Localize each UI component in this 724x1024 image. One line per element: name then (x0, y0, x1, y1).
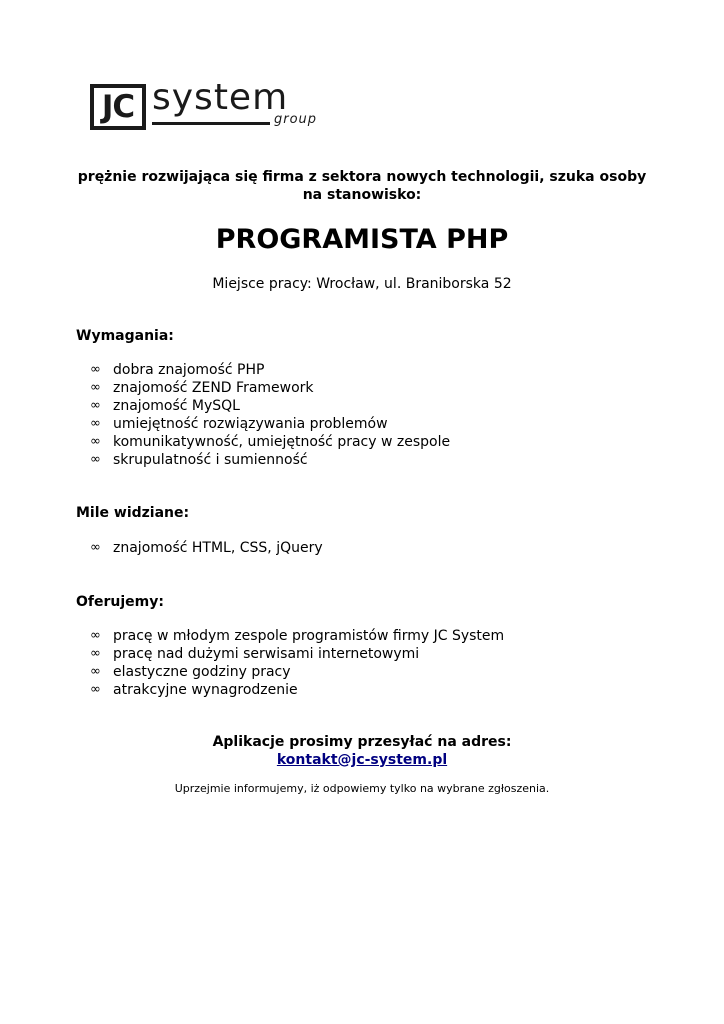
list-item (90, 397, 450, 415)
list-item-text: dobra znajomość PHP (113, 362, 265, 378)
list-item-text: pracę w młodym zespole programistów firmy JC System (113, 628, 505, 644)
list-item (90, 361, 450, 379)
nice-to-have-heading: Mile widziane: (76, 505, 190, 521)
list-item (90, 627, 504, 645)
list-item (90, 415, 450, 433)
list-item-text: skrupulatność i sumienność (113, 452, 308, 468)
list-item-text: atrakcyjne wynagrodzenie (113, 682, 298, 698)
list-item-text: umiejętność rozwiązywania problemów (113, 416, 388, 432)
response-note: Uprzejmie informujemy, iż odpowiemy tylko na wybrane zgłoszenia. (174, 782, 550, 795)
list-item (90, 451, 450, 469)
infinity-bullet-icon: ∞ (90, 664, 101, 679)
logo-tagline: group (274, 112, 318, 127)
job-title: PROGRAMISTA PHP (215, 224, 509, 255)
list-item (90, 681, 504, 699)
contact-email (0, 751, 724, 769)
infinity-bullet-icon: ∞ (90, 540, 101, 555)
infinity-bullet-icon: ∞ (90, 452, 101, 467)
infinity-bullet-icon: ∞ (90, 434, 101, 449)
logo-underline (152, 122, 270, 125)
infinity-bullet-icon: ∞ (90, 682, 101, 697)
infinity-bullet-icon: ∞ (90, 416, 101, 431)
offer-heading: Oferujemy: (76, 594, 164, 610)
list-item-text: znajomość MySQL (113, 398, 240, 414)
nice-to-have-list (90, 539, 323, 557)
intro-text: prężnie rozwijająca się firma z sektora nowych technologii, szuka osoby na stanowisko: (77, 169, 647, 203)
list-item (90, 539, 323, 557)
list-item (90, 379, 450, 397)
list-item-text: pracę nad dużymi serwisami internetowymi (113, 646, 420, 662)
infinity-bullet-icon: ∞ (90, 362, 101, 377)
infinity-bullet-icon: ∞ (90, 380, 101, 395)
infinity-bullet-icon: ∞ (90, 646, 101, 661)
list-item (90, 433, 450, 451)
list-item-text: znajomość HTML, CSS, jQuery (113, 540, 323, 556)
list-item-text: elastyczne godziny pracy (113, 664, 291, 680)
apply-instructions: Aplikacje prosimy przesyłać na adres: (212, 734, 512, 750)
requirements-list (90, 361, 450, 469)
work-location: Miejsce pracy: Wrocław, ul. Braniborska 52 (212, 276, 512, 292)
list-item (90, 645, 504, 663)
infinity-bullet-icon: ∞ (90, 628, 101, 643)
infinity-bullet-icon: ∞ (90, 398, 101, 413)
company-logo (90, 77, 320, 134)
logo-wordmark: system (152, 77, 289, 118)
offer-list (90, 627, 504, 699)
contact-email-link[interactable]: kontakt@jc-system.pl (276, 752, 448, 768)
list-item-text: komunikatywność, umiejętność pracy w zespole (113, 434, 451, 450)
requirements-heading: Wymagania: (76, 328, 174, 344)
list-item-text: znajomość ZEND Framework (113, 380, 314, 396)
list-item (90, 663, 504, 681)
logo-mark: JC (101, 89, 135, 125)
